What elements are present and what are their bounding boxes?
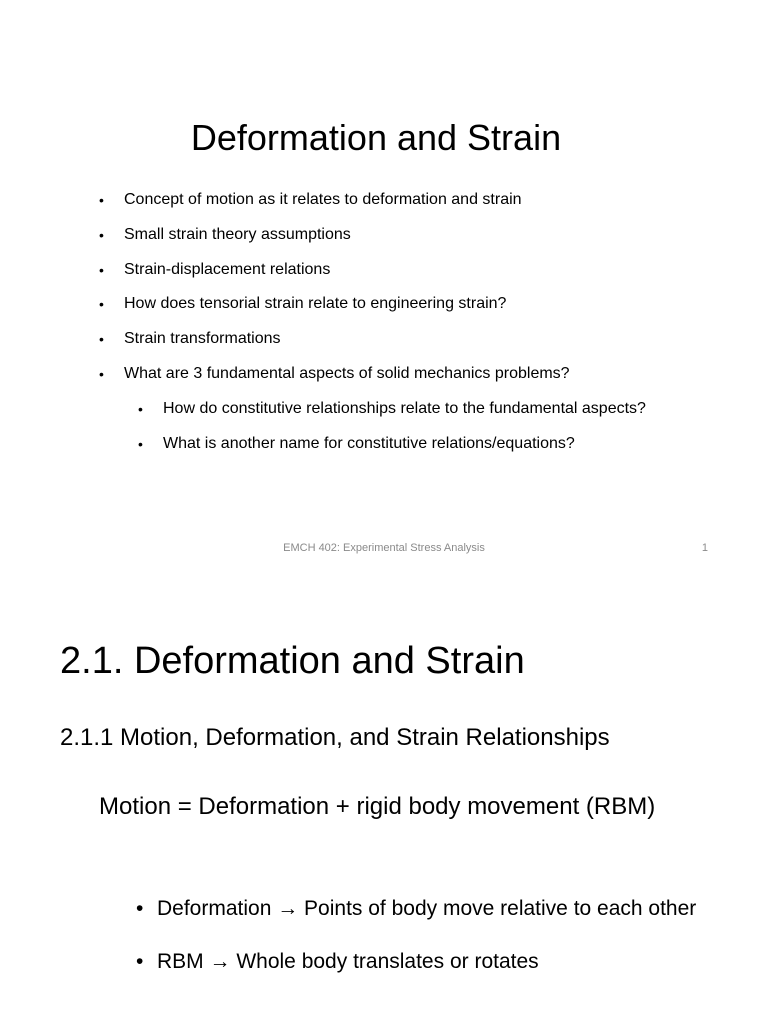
bullet-dot-icon: • [138,435,143,452]
bullet-text: Strain-displacement relations [124,260,331,278]
slide-1-title: Deformation and Strain [190,117,562,158]
slide-2-title: 2.1. Deformation and Strain [60,640,525,682]
bullet-dot-icon: • [138,400,143,417]
bullet-item [0,329,768,349]
bullet-dot-icon: • [136,897,144,920]
page-number: 1 [701,542,708,554]
bullet-item [0,225,768,245]
section-subheading: 2.1.1 Motion, Deformation, and Strain Relationships [60,724,610,751]
sub-bullet-item [0,399,768,419]
bullet-item [0,939,717,984]
bullet-dot-icon: • [99,192,104,208]
sub-bullet-item [0,434,768,454]
bullet-item [0,294,768,314]
bullet-dot-icon: • [99,365,104,382]
bullet-text: How does tensorial strain relate to engineering strain? [124,295,507,313]
bullet-dot-icon: • [99,261,104,278]
bullet-item [0,886,717,931]
bullet-text: Deformation → Points of body move relative to each other [157,897,697,920]
slide-2 [0,576,768,1024]
bullet-dot-icon: • [99,331,104,348]
bullet-text: What is another name for constitutive relations/equations? [163,434,575,452]
slide-1-bullet-list [0,190,768,468]
bullet-dot-icon: • [136,950,144,973]
bullet-item [0,190,768,210]
motion-definition: Motion = Deformation + rigid body movement (RBM) [99,793,656,820]
bullet-text: How do constitutive relationships relate to the fundamental aspects? [163,399,646,417]
bullet-item [0,364,768,384]
bullet-text: RBM → Whole body translates or rotates [157,950,539,973]
slide-footer: EMCH 402: Experimental Stress Analysis [283,542,485,554]
slide-2-bullet-list [0,886,768,992]
bullet-text: Strain transformations [124,330,281,348]
bullet-item [0,260,768,280]
bullet-text: What are 3 fundamental aspects of solid mechanics problems? [124,364,570,382]
bullet-text: Concept of motion as it relates to deformation and strain [124,191,522,208]
bullet-dot-icon: • [99,296,104,313]
bullet-text: Small strain theory assumptions [124,225,351,243]
bullet-dot-icon: • [99,226,104,243]
